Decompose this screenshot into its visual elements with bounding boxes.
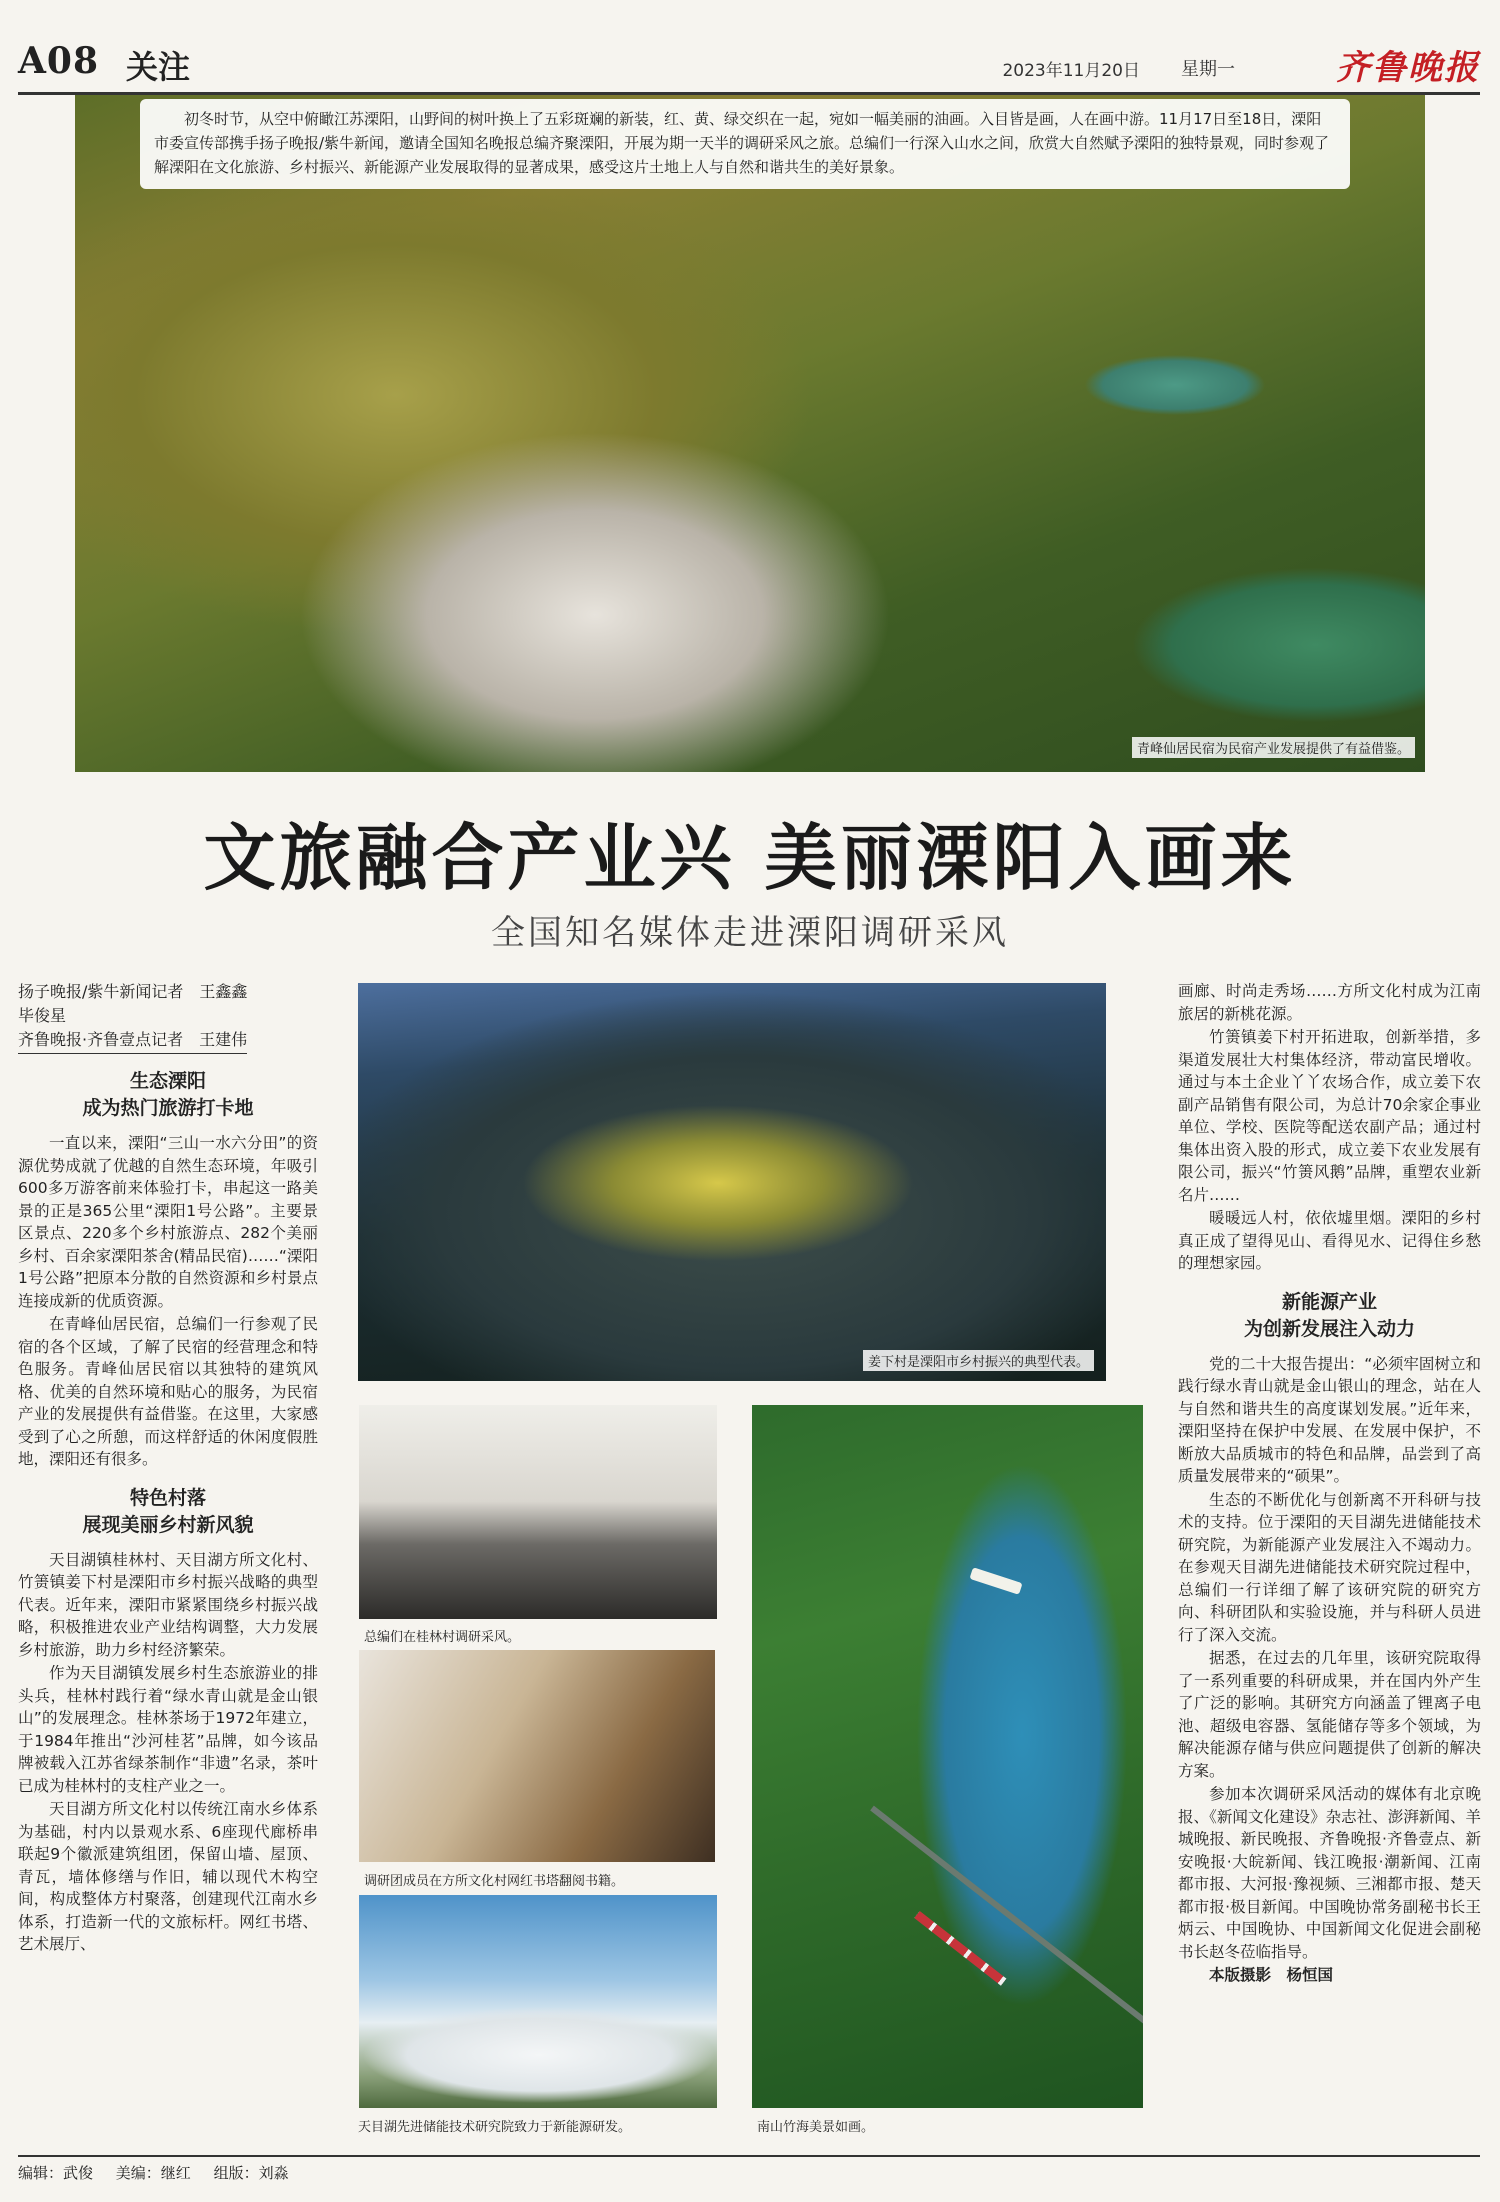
paragraph: 竹箦镇姜下村开拓进取，创新举措，多渠道发展壮大村集体经济，带动富民增收。通过与本土企业丫丫农场合作，成立姜下农副产品销售有限公司，为总计70余家企事业单位、学校、医院等配送农副产品；通过村集体出资入股的形式，成立姜下农业发展有限公司，振兴“竹箦风鹅”品牌，重塑农业新名片…… <box>1178 1028 1481 1204</box>
night-photo-caption: 姜下村是溧阳市乡村振兴的典型代表。 <box>863 1350 1094 1371</box>
article-column-right <box>1178 980 1481 1988</box>
subtitle-ecology <box>18 1068 318 1122</box>
issue-weekday: 星期一 <box>1181 59 1235 80</box>
research-institute-photo <box>359 1895 717 2108</box>
library-photo <box>359 1650 715 1862</box>
byline-line-3: 齐鲁晚报·齐鲁壹点记者 王建伟 <box>18 1028 247 1054</box>
subtitle-line: 为创新发展注入动力 <box>1243 1317 1415 1340</box>
layout-credit: 组版：刘淼 <box>213 2164 289 2182</box>
page-header <box>18 40 1480 90</box>
masthead-logo: 齐鲁晚报 <box>1336 48 1480 88</box>
issue-date: 2023年11月20日 <box>1002 61 1140 81</box>
railway <box>870 1806 1143 2069</box>
art-editor-credit: 美编：继红 <box>115 2164 191 2182</box>
main-headline: 文旅融合产业兴 美丽溧阳入画来 <box>203 815 1297 900</box>
boat <box>969 1567 1022 1594</box>
bamboo-lake-photo <box>752 1405 1143 2108</box>
paragraph: 党的二十大报告提出：“必须牢固树立和践行绿水青山就是金山银山的理念，站在人与自然和谐共生的高度谋划发展。”近年来，溧阳坚持在保护中发展、在发展中保护，不断放大品质城市的特色和品牌，品尝到了高质量发展带来的“硕果”。 <box>1178 1354 1481 1485</box>
hero-intro-box <box>140 99 1350 189</box>
sub-headline: 全国知名媒体走进溧阳调研采风 <box>491 913 1009 953</box>
page-number: A08 <box>18 40 100 82</box>
paragraph: 参加本次调研采风活动的媒体有北京晚报、《新闻文化建设》杂志社、澎湃新闻、羊城晚报、新民晚报、齐鲁晚报·齐鲁壹点、新安晚报·大皖新闻、钱江晚报·潮新闻、江南都市报、大河报·豫视频、三湘都市报、楚天都市报·极目新闻。中国晚协常务副秘书长王炳云、中国晚协、中国新闻文化促进会副秘书长赵冬莅临指导。 <box>1178 1785 1481 1961</box>
paragraph: 生态的不断优化与创新离不开科研与技术的支持。位于溧阳的天目湖先进储能技术研究院，为新能源产业发展注入不竭动力。在参观天目湖先进储能技术研究院过程中，总编们一行详细了解了该研究院的研究方向、科研团队和实验设施，并与科研人员进行了深入交流。 <box>1178 1490 1481 1644</box>
editor-credit: 编辑：武俊 <box>18 2164 94 2182</box>
subtitle-line: 展现美丽乡村新风貌 <box>82 1513 254 1536</box>
byline <box>18 980 318 1054</box>
subtitle-energy <box>1178 1289 1481 1343</box>
train <box>914 1911 1006 1986</box>
paragraph: 作为天目湖镇发展乡村生态旅游业的排头兵，桂林村践行着“绿水青山就是金山银山”的发展理念。桂林茶场于1972年建立，于1984年推出“沙河桂茗”品牌，如今该品牌被载入江苏省绿茶制作“非遗”名录，茶叶已成为桂林村的支柱产业之一。 <box>18 1664 318 1795</box>
night-village-photo <box>358 983 1106 1381</box>
subtitle-line: 特色村落 <box>129 1486 206 1509</box>
subtitle-villages <box>18 1485 318 1539</box>
paragraph: 暖暖远人村，依依墟里烟。溧阳的乡村真正成了望得见山、看得见水、记得住乡愁的理想家园。 <box>1178 1209 1481 1272</box>
paragraph: 画廊、时尚走秀场……方所文化村成为江南旅居的新桃花源。 <box>1178 982 1481 1023</box>
lake-photo-caption: 南山竹海美景如画。 <box>757 2120 875 2135</box>
hero-photo-caption: 青峰仙居民宿为民宿产业发展提供了有益借鉴。 <box>1132 737 1415 758</box>
hero-photo <box>75 95 1425 772</box>
subtitle-line: 生态溧阳 <box>129 1070 206 1092</box>
paragraph: 据悉，在过去的几年里，该研究院取得了一系列重要的科研成果，并在国内外产生了广泛的影响。其研究方向涵盖了锂离子电池、超级电容器、氢能储存等多个领域，为解决能源存储与供应问题提供了创新的解决方案。 <box>1178 1649 1481 1780</box>
subtitle-line: 新能源产业 <box>1281 1290 1377 1313</box>
byline-line-2: 毕俊星 <box>18 1006 67 1025</box>
building-photo-caption: 天目湖先进储能技术研究院致力于新能源研发。 <box>358 2120 632 2135</box>
meeting-photo-caption: 总编们在桂林村调研采风。 <box>364 1630 521 1645</box>
article-column-left <box>18 980 318 1957</box>
photo-credit: 本版摄影 杨恒国 <box>1209 1966 1334 1984</box>
subtitle-line: 成为热门旅游打卡地 <box>82 1097 254 1119</box>
paragraph: 天目湖镇桂林村、天目湖方所文化村、竹箦镇姜下村是溧阳市乡村振兴战略的典型代表。近年来，溧阳市紧紧围绕乡村振兴战略，积极推进农业产业结构调整，大力发展乡村旅游，助力乡村经济繁荣。 <box>18 1550 318 1659</box>
section-name: 关注 <box>126 48 191 86</box>
byline-line-1: 扬子晚报/紫牛新闻记者 王鑫鑫 <box>18 982 248 1001</box>
page-footer <box>18 2162 307 2183</box>
paragraph: 一直以来，溧阳“三山一水六分田”的资源优势成就了优越的自然生态环境，年吸引600多万游客前来体验打卡，串起这一路美景的正是365公里“溧阳1号公路”。主要景区景点、220多个乡村旅游点、282个美丽乡村、百余家溧阳茶舍(精品民宿)……“溧阳1号公路”把原本分散的自然资源和乡村景点连接成新的优质资源。 <box>18 1134 318 1310</box>
library-photo-caption: 调研团成员在方所文化村网红书塔翻阅书籍。 <box>364 1874 625 1889</box>
paragraph: 天目湖方所文化村以传统江南水乡体系为基础，村内以景观水系、6座现代廊桥串联起9个徽派建筑组团，保留山墙、屋顶、青瓦，墙体修缮与作旧，辅以现代木构空间，构成整体方村聚落，创建现代江南水乡体系，打造新一代的文旅标杆。网红书塔、艺术展厅、 <box>18 1800 318 1953</box>
hero-intro-text: 初冬时节，从空中俯瞰江苏溧阳，山野间的树叶换上了五彩斑斓的新装，红、黄、绿交织在一起，宛如一幅美丽的油画。入目皆是画，人在画中游。11月17日至18日，溧阳市委宣传部携手扬子晚报/紫牛新闻，邀请全国知名晚报总编齐聚溧阳，开展为期一天半的调研采风之旅。总编们一行深入山水之间，欣赏大自然赋予溧阳的独特景观，同时参观了解溧阳在文化旅游、乡村振兴、新能源产业发展取得的显著成果，感受这片土地上人与自然和谐共生的美好景象。 <box>154 110 1330 176</box>
footer-rule <box>18 2155 1480 2157</box>
meeting-photo <box>359 1405 717 1619</box>
paragraph: 在青峰仙居民宿，总编们一行参观了民宿的各个区域，了解了民宿的经营理念和特色服务。青峰仙居民宿以其独特的建筑风格、优美的自然环境和贴心的服务，为民宿产业的发展提供有益借鉴。在这里，大家感受到了心之所憩，而这样舒适的休闲度假胜地，溧阳还有很多。 <box>18 1315 318 1468</box>
